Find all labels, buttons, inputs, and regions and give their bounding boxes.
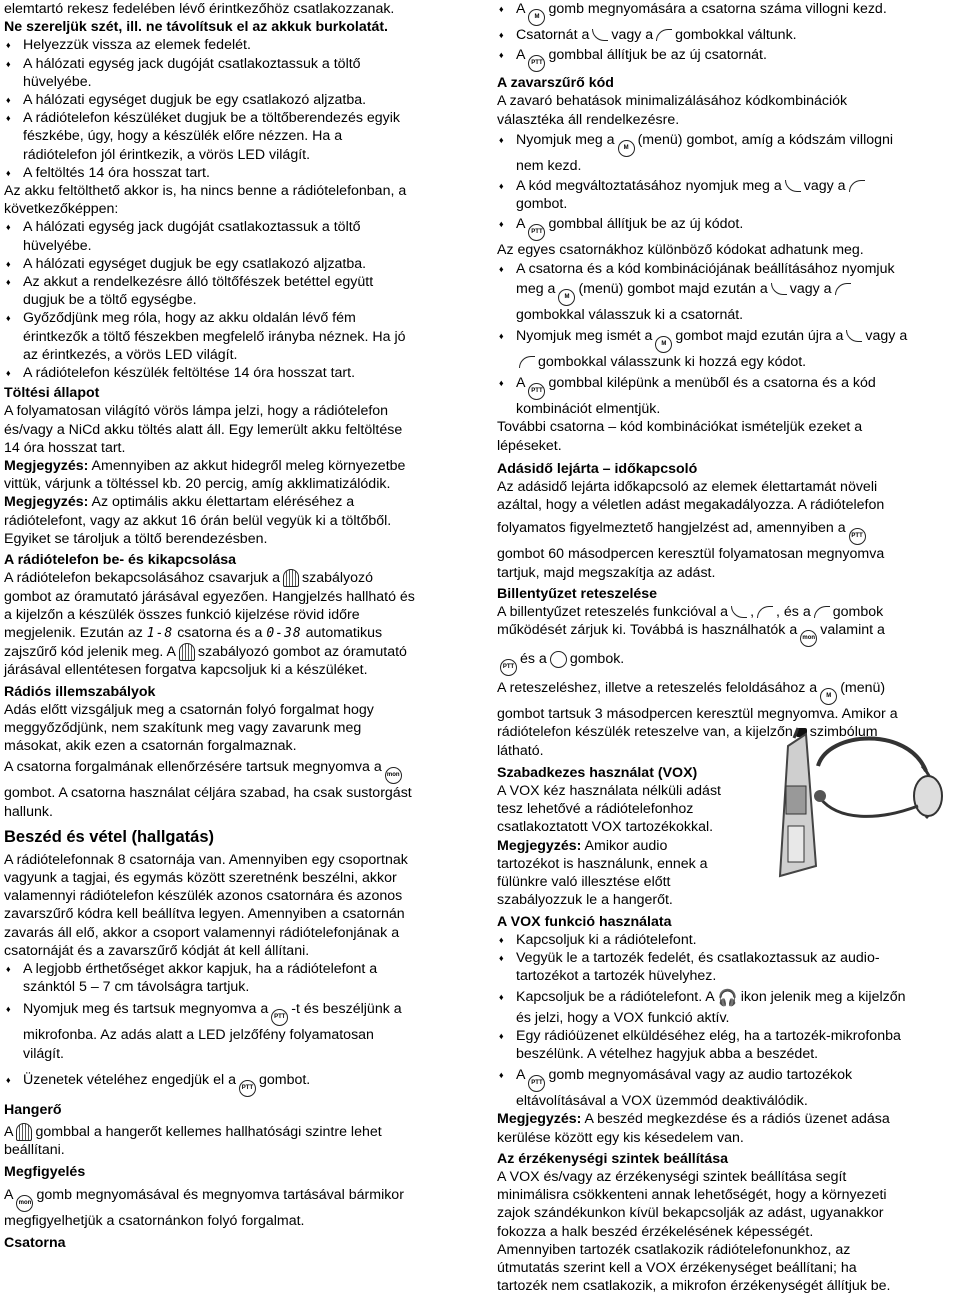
- text-line: fokozza a halk beszéd érzékelésének képességét.: [497, 1223, 814, 1240]
- text-line: következőképpen:: [4, 201, 119, 218]
- text-span: A: [516, 1, 526, 17]
- down-button-icon: [656, 29, 672, 41]
- bullet-item: [497, 46, 957, 72]
- bullet-item: ♦ Győződjünk meg róla, hogy az akku oldalán lévő fém: [4, 309, 470, 327]
- down-button-icon: [519, 356, 535, 368]
- text-span: Csatornát a: [516, 27, 590, 43]
- text-line: útmutatás szerint kell a VOX érzékenységet beállítani; ha: [497, 1259, 857, 1276]
- text-line: megfigyelhetjük a csatornánkon folyó forgalmat.: [4, 1212, 305, 1229]
- bullet-item: ♦ Kapcsoljuk ki a rádiótelefont.: [497, 931, 957, 949]
- menu-button-icon: M: [618, 140, 635, 157]
- text-span: A: [516, 47, 526, 64]
- bullet-item: [497, 131, 957, 157]
- text-line: elemtartó rekesz fedelében lévő érintkezőhöz csatlakozzanak.: [4, 1, 395, 17]
- text-line: érintkezők a töltő fészekben megfelelő irányba néznek. Ha jó: [23, 328, 406, 345]
- text-line: másokat, akik ezen a csatornán forgalmaznak.: [4, 738, 297, 755]
- text-line: [4, 643, 470, 661]
- ptt-button-icon: PTT: [528, 224, 545, 241]
- call-button-icon: [550, 651, 567, 668]
- up-button-icon: [785, 180, 801, 192]
- text-line: hüvelyébe.: [23, 73, 92, 90]
- text-line: nem kezd.: [516, 157, 582, 174]
- menu-button-icon: M: [655, 336, 672, 353]
- text-line: világít.: [23, 1045, 65, 1062]
- text-line: zavarszűrő kódra kell beállítva legyen. Amennyiben a csatornán: [4, 906, 405, 923]
- text-span: A: [516, 375, 526, 392]
- text-line: beállítani.: [4, 1142, 65, 1159]
- text-line: Adás előtt vizsgáljuk meg a csatornán folyó forgalmat hogy: [4, 701, 374, 718]
- text-span: folyamatos figyelmeztető hangjelzést ad, amennyiben a: [497, 520, 846, 537]
- text-span: megjelenik. Ezután az: [4, 624, 143, 641]
- text-span: vagy a: [803, 178, 846, 195]
- text-line: tesz lehetővé a rádiótelefonhoz: [497, 801, 694, 818]
- up-button-icon: [592, 29, 608, 41]
- text-line: További csatorna – kód kombinációkat ismételjük ezeket a: [497, 419, 863, 436]
- text-span: (menü) gombot majd ezután a: [578, 280, 768, 297]
- text-line: [497, 1110, 957, 1128]
- text-line: gombot tartsuk 3 másodpercen keresztül megnyomva. Amikor a: [497, 706, 898, 723]
- text-line: Ne szereljük szét, ill. ne távolítsuk el az akkuk burkolatát.: [4, 19, 388, 36]
- bullet-item: ♦ A legjobb érthetőséget akkor kapjuk, ha a rádiótelefont a: [4, 960, 470, 978]
- text-line: hallunk.: [4, 803, 53, 820]
- text-line: tartjuk, majd megszakítja az adást.: [497, 564, 716, 581]
- menu-button-icon: M: [820, 688, 837, 705]
- text-line: a kijelzőn a készülék összes funkció kijelzése rövid időre: [4, 606, 360, 623]
- text-line: [4, 493, 470, 511]
- bullet-item: [4, 1000, 470, 1026]
- mon-button-icon: mon: [385, 767, 402, 784]
- text-line: gombot. A csatorna használat céljára szabad, ha csak sustorgást: [4, 785, 412, 802]
- text-line: [4, 1123, 470, 1141]
- ptt-button-icon: PTT: [239, 1080, 256, 1097]
- text-span: Üzenetek vételéhez engedjük el a: [23, 1071, 236, 1088]
- text-line: és/vagy a NiCd akku töltés alatt áll. Egy lemerült akku feltöltése: [4, 421, 403, 438]
- note-label: Megjegyzés:: [497, 1111, 582, 1128]
- ptt-button-icon: PTT: [528, 1075, 545, 1092]
- text-line: tartozékot a tartozék hüvelyhez.: [516, 968, 717, 985]
- text-span: A reteszeléshez, illetve a reteszelés feloldásához a: [497, 680, 818, 697]
- bullet-item: [497, 215, 957, 241]
- text-line: eltávolításával a VOX üzemmód deaktiválódik.: [516, 1093, 808, 1110]
- volume-knob-icon: [179, 643, 195, 661]
- text-span: és a: [520, 651, 547, 668]
- ptt-button-icon: PTT: [271, 1009, 288, 1026]
- text-span: (menü) gombot, amíg a kódszám villogni: [637, 131, 894, 148]
- text-span: A: [516, 1067, 526, 1084]
- text-line: fészkébe, úgy, hogy a készülék előre nézzen. Ha a: [23, 128, 343, 145]
- text-span: vagy a: [865, 328, 908, 345]
- text-line: gombot 60 másodpercen keresztül folyamatosan megnyomva: [497, 546, 885, 563]
- text-span: automatikus: [305, 624, 383, 641]
- text-span: Nyomjuk meg ismét a: [516, 328, 653, 345]
- bullet-item: [497, 988, 957, 1008]
- bullet-item: ♦ A hálózati egységet dugjuk be egy csatlakozó aljzatba.: [4, 91, 470, 109]
- text-line: valamennyi rádiótelefon készülék azonos csatornára és azonos: [4, 888, 403, 905]
- text-span: gombot.: [258, 1071, 311, 1088]
- bullet-item: ♦ Helyezzük vissza az elemek fedelét.: [4, 36, 470, 54]
- volume-knob-icon: [16, 1123, 32, 1141]
- text-line: [497, 519, 957, 545]
- text-span: , és a: [776, 604, 811, 621]
- down-button-icon: [849, 180, 865, 192]
- bullet-item: ♦ A rádiótelefon készüléket dugjuk be a töltőberendezés egyik: [4, 109, 470, 127]
- text-line: 14 óra hosszat tart.: [4, 439, 126, 456]
- bullet-item: ♦ Vegyük le a tartozék fedelét, és csatlakoztassuk az audio-: [497, 949, 957, 967]
- text-line: gombot az óramutató járásával egyezően. Hangjelzés hallható és: [4, 588, 415, 605]
- text-span: A beszéd megkezdése és a rádiós üzenet adása: [581, 1111, 890, 1128]
- text-line: és jelzi, hogy a VOX funkció aktív.: [516, 1009, 730, 1026]
- mon-button-icon: mon: [800, 630, 817, 647]
- text-line: mikrofonba. Az adás alatt a LED jelzőfény folyamatosan: [23, 1027, 374, 1044]
- section-heading: Beszéd és vétel (hallgatás): [4, 827, 215, 846]
- text-span: A: [516, 216, 526, 233]
- up-button-icon: [771, 283, 787, 295]
- text-line: látható.: [497, 742, 544, 759]
- text-span: vagy a: [789, 280, 832, 297]
- ptt-button-icon: PTT: [500, 659, 517, 676]
- section-heading: Csatorna: [4, 1234, 66, 1251]
- text-line: A folyamatosan világító vörös lámpa jelzi, hogy a rádiótelefon: [4, 403, 389, 420]
- text-line: rádiótelefont, vagy az akkut 16 órán belül vegyük ki a töltőből.: [4, 512, 392, 529]
- note-label: Megjegyzés:: [4, 494, 89, 511]
- text-line: [497, 650, 957, 676]
- text-line: szánktól 5 – 7 cm távolságra tartjuk.: [23, 979, 250, 996]
- text-line: Az adásidő lejárta időkapcsoló az elemek élettartamát növeli: [497, 479, 878, 496]
- up-button-icon: [731, 606, 747, 618]
- section-heading: Megfigyelés: [4, 1164, 86, 1181]
- bullet-item: ♦ A hálózati egység jack dugóját csatlakoztassuk a töltő: [4, 55, 470, 73]
- text-line: járásával ellentétesen forgatva kapcsoljuk ki a készüléket.: [4, 662, 368, 679]
- text-span: működését zárjuk ki. Továbbá is használhatók a: [497, 622, 798, 639]
- text-span: meg a: [516, 280, 556, 297]
- mon-button-icon: mon: [16, 1195, 33, 1212]
- bullet-item: ♦ Egy rádióüzenet elküldéséhez elég, ha a tartozék-mikrofonba: [497, 1027, 957, 1045]
- text-line: fülünkre való illesztése előtt: [497, 874, 671, 891]
- section-heading: Billentyűzet reteszelése: [497, 585, 658, 602]
- text-span: Nyomjuk meg a: [516, 131, 615, 148]
- section-heading: A rádiótelefon be- és kikapcsolása: [4, 552, 237, 569]
- bullet-item: ♦ A rádiótelefon készülék feltöltése 14 óra hosszat tart.: [4, 364, 470, 382]
- section-heading: Hangerő: [4, 1101, 62, 1118]
- text-span: -t és beszéljünk a: [291, 1001, 402, 1018]
- bullet-item: [4, 1071, 470, 1097]
- text-line: A VOX kéz használata nélküli adást: [497, 783, 721, 800]
- text-span: csatorna és a: [177, 624, 263, 641]
- bullet-item: [497, 374, 957, 400]
- text-line: beszélünk. A vételhez hagyjuk abba a beszédet.: [516, 1045, 819, 1062]
- text-line: gombot.: [516, 196, 568, 213]
- text-span: gombokkal válasszunk ki hozzá egy kódot.: [538, 354, 807, 371]
- text-line: [497, 621, 957, 647]
- text-span: ,: [750, 604, 755, 621]
- bullet-item: ♦ A feltöltés 14 óra hosszat tart.: [4, 164, 470, 182]
- menu-button-icon: M: [558, 289, 575, 306]
- text-line: tartozék nem csatlakozik, a mikrofon érzékenységét állítjuk be.: [497, 1278, 891, 1295]
- lcd-code-range: 0-38: [266, 625, 302, 641]
- text-span: gombokkal váltunk.: [675, 27, 797, 43]
- note-label: Megjegyzés:: [4, 458, 89, 475]
- text-span: gombbal állítjuk be az új kódot.: [548, 216, 744, 233]
- text-line: lépéseket.: [497, 437, 562, 454]
- text-line: hüvelyébe.: [23, 237, 92, 254]
- text-line: tartozékot is használunk, ennek a: [497, 855, 708, 872]
- text-line: Amennyiben tartozék csatlakozik rádiótelefonunkhoz, az: [497, 1241, 851, 1258]
- text-line: Egyiket se tároljuk a töltő berendezésben.: [4, 530, 268, 547]
- section-heading: Rádiós illemszabályok: [4, 683, 156, 700]
- section-heading: Az érzékenységi szintek beállítása: [497, 1150, 729, 1167]
- text-line: A VOX és/vagy az érzékenységi szintek beállítása segít: [497, 1168, 847, 1185]
- text-span: gombbal kilépünk a menüből és a csatorna és a kód: [548, 375, 876, 392]
- bullet-item: ♦ A hálózati egységet dugjuk be egy csatlakozó aljzatba.: [4, 255, 470, 273]
- text-span: vagy a: [611, 27, 654, 43]
- ptt-button-icon: PTT: [528, 383, 545, 400]
- text-span: gomb megnyomásával vagy az audio tartozékok: [548, 1067, 853, 1084]
- section-heading: Töltési állapot: [4, 385, 100, 402]
- text-span: szabályozó gombot az óramutató: [197, 644, 407, 661]
- text-line: szabályozzuk le a hangerőt.: [497, 892, 673, 909]
- volume-knob-icon: [283, 569, 299, 587]
- bullet-item: ♦ A csatorna és a kód kombinációjának beállításához nyomjuk: [497, 260, 957, 278]
- text-span: Kapcsoljuk be a rádiótelefont. A: [516, 989, 715, 1006]
- bullet-item: [497, 26, 957, 44]
- text-line: meggyőződjünk, nem szakítunk meg vagy zavarunk meg: [4, 719, 362, 736]
- text-line: [4, 624, 470, 643]
- text-line: [497, 280, 957, 306]
- ptt-button-icon: PTT: [849, 528, 866, 545]
- bullet-item: [497, 177, 957, 195]
- text-span: gombbal a hangerőt kellemes hallhatósági szintre lehet: [35, 1123, 382, 1140]
- text-span: szimbólum: [809, 724, 878, 741]
- text-line: [4, 569, 470, 587]
- text-line: kombinációt elmentjük.: [516, 401, 661, 418]
- text-line: Az akku feltölthető akkor is, ha nincs benne a rádiótelefonban, a: [4, 183, 407, 200]
- text-line: [497, 353, 957, 371]
- section-heading: A zavarszűrő kód: [497, 75, 614, 92]
- text-span: valamint a: [820, 622, 885, 639]
- text-span: gombot majd ezután újra a: [675, 328, 844, 345]
- text-span: A: [4, 1186, 14, 1203]
- text-span: zajszűrő kód jelenik meg. A: [4, 644, 176, 661]
- text-line: [497, 603, 957, 621]
- text-span: A csatorna forgalmának ellenőrzésére tartsuk megnyomva a: [4, 759, 382, 776]
- text-line: csatornáját és a zavarszűrő kódját át kell állítani.: [4, 942, 310, 959]
- text-line: A zavaró behatások minimalizálásához kódkombinációk: [497, 93, 848, 110]
- text-span: gombok: [832, 604, 884, 621]
- text-span: Az optimális akku élettartam eléréséhez a: [88, 494, 355, 511]
- text-span: gombbal állítjuk be az új csatornát.: [548, 47, 767, 64]
- text-span: gomb megnyomására a csatorna száma villogni kezd.: [548, 1, 887, 17]
- text-line: vittük, várjunk a töltéssel kb. 20 percig, amíg akklimatizálódik.: [4, 476, 391, 493]
- text-line: az érintkezés, a vörös LED világít.: [23, 346, 238, 363]
- text-span: A kód megváltoztatásához nyomjuk meg a: [516, 178, 782, 195]
- text-line: rádiótelefon jól érintkezik, a vörös LED világít.: [23, 146, 311, 163]
- bullet-item: [497, 327, 957, 353]
- bullet-item: [497, 1066, 957, 1092]
- text-line: Az egyes csatornákhoz különböző kódokat adhatunk meg.: [497, 242, 864, 259]
- down-button-icon: [835, 283, 851, 295]
- vox-headset-illustration: [758, 726, 958, 882]
- text-span: A rádiótelefon bekapcsolásához csavarjuk a: [4, 570, 281, 587]
- text-line: vagyunk a tagjai, és egymás között szeretnénk beszélni, akkor: [4, 869, 397, 886]
- text-span: Amikor audio: [581, 837, 668, 854]
- bullet-item: ♦ A hálózati egység jack dugóját csatlakoztassuk a töltő: [4, 218, 470, 236]
- lcd-channel-range: 1-8: [146, 625, 174, 641]
- vox-icon: 🎧: [717, 990, 738, 1008]
- text-line: [4, 758, 470, 784]
- text-line: gombokkal válasszuk ki a csatornát.: [516, 306, 744, 323]
- section-heading: Adásidő lejárta – időkapcsoló: [497, 460, 698, 477]
- text-line: minimálisra csökkenteni annak lehetőségét, hogy a környezeti: [497, 1187, 887, 1204]
- text-line: választéka áll rendelkezésre.: [497, 111, 680, 128]
- right-column: [497, 0, 957, 1295]
- bullet-item: ♦ Az akkut a rendelkezésre álló töltőfészek betéttel együtt: [4, 273, 470, 291]
- text-line: [4, 1186, 470, 1212]
- text-line: [4, 457, 470, 475]
- text-line: zajok szándékunkon kívül bekapcsolják az adást, ugyanakkor: [497, 1205, 884, 1222]
- up-button-icon: [846, 330, 862, 342]
- text-span: A billentyűzet reteszelés funkcióval a: [497, 604, 729, 621]
- bullet-item: [497, 0, 957, 26]
- note-label: Megjegyzés:: [497, 837, 582, 854]
- menu-button-icon: M: [528, 9, 545, 26]
- text-span: gombok.: [569, 651, 625, 668]
- text-span: szabályozó: [302, 570, 374, 587]
- text-span: A: [4, 1123, 14, 1140]
- text-line: dugjuk be a töltő egységbe.: [23, 292, 197, 309]
- text-span: ikon jelenik meg a kijelzőn: [740, 989, 906, 1006]
- text-span: gomb megnyomásával és megnyomva tartásával bármikor: [36, 1186, 404, 1203]
- ptt-button-icon: PTT: [528, 55, 545, 72]
- text-span: Nyomjuk meg és tartsuk megnyomva a: [23, 1001, 269, 1018]
- text-line: A rádiótelefonnak 8 csatornája van. Amennyiben egy csoportnak: [4, 851, 408, 868]
- text-line: kerülése között egy kis késedelem van.: [497, 1129, 744, 1146]
- text-span: Amennyiben az akkut hidegről meleg környezetbe: [88, 458, 406, 475]
- down-button-icon: [814, 606, 830, 618]
- text-span: rádiótelefon készülék reteszelve van, a kijelzőn: [497, 724, 793, 741]
- text-line: zavarás áll elő, akkor a csoport valamennyi rádiótelefonjának a: [4, 924, 400, 941]
- text-line: [497, 679, 957, 705]
- text-line: csatlakoztatott VOX tartozékokkal.: [497, 819, 714, 836]
- text-line: azáltal, hogy a véletlen adást megakadályozza. A rádiótelefon: [497, 497, 885, 514]
- section-heading: Szabadkezes használat (VOX): [497, 764, 698, 781]
- down-button-icon: [757, 606, 773, 618]
- section-heading: A VOX funkció használata: [497, 913, 672, 930]
- text-span: (menü): [840, 680, 886, 697]
- left-column: [4, 0, 470, 1252]
